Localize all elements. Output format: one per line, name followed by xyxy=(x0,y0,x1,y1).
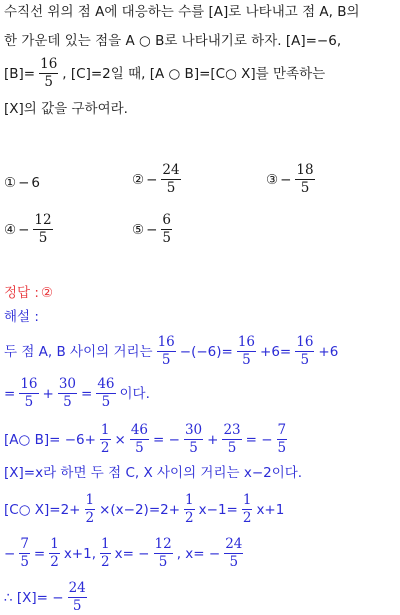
choice-sign: − xyxy=(18,175,30,191)
numerator: 7 xyxy=(277,422,287,438)
solution-math: +6 xyxy=(318,343,339,360)
solution-math: = xyxy=(81,385,93,402)
denominator: 5 xyxy=(135,440,144,456)
numerator: 24 xyxy=(68,580,86,596)
denominator: 2 xyxy=(100,440,110,456)
solution-math: , x= − xyxy=(176,545,221,562)
numerator: 30 xyxy=(184,422,203,438)
numerator: 46 xyxy=(97,376,115,392)
problem-line-3 xyxy=(4,56,325,91)
solution-math: + xyxy=(207,431,219,448)
numerator: 18 xyxy=(296,162,314,178)
numerator: 1 xyxy=(185,492,194,508)
numerator: 16 xyxy=(157,334,175,350)
denominator: 5 xyxy=(63,394,72,410)
answer-line xyxy=(4,284,53,302)
choice-sign: − xyxy=(146,171,158,188)
numerator: 7 xyxy=(20,536,29,552)
fraction-46-5 xyxy=(130,422,149,457)
choice-2[interactable] xyxy=(132,162,183,197)
choice-fraction xyxy=(161,212,172,247)
solution-math: −(−6)= xyxy=(179,343,233,360)
denominator: 5 xyxy=(161,352,171,368)
numerator: 24 xyxy=(162,162,180,178)
solution-text: 이다. xyxy=(119,385,150,402)
numerator: 1 xyxy=(50,536,59,552)
solution-math: ∴ [X]= − xyxy=(4,589,64,606)
choice-mark: ④ xyxy=(4,221,17,238)
choice-sign: − xyxy=(280,171,292,188)
fraction-30-5 xyxy=(58,376,77,411)
denominator: 5 xyxy=(229,554,239,570)
fraction-24-5 xyxy=(224,536,243,571)
solution-conclusion xyxy=(4,580,89,615)
denominator: 5 xyxy=(242,352,251,368)
choice-3[interactable] xyxy=(266,162,317,197)
choice-fraction xyxy=(33,212,52,247)
denominator: 2 xyxy=(50,554,59,570)
choice-sign: − xyxy=(18,221,30,238)
problem-line-3-start: [B]= xyxy=(4,65,36,82)
solution-math: = − xyxy=(153,431,180,448)
denominator: 5 xyxy=(158,554,168,570)
denominator: 5 xyxy=(277,440,287,456)
solution-math: ×(x−2)=2+ xyxy=(99,501,181,518)
choice-mark: ⑤ xyxy=(132,221,145,238)
fraction-16-5 xyxy=(157,334,176,369)
numerator: 16 xyxy=(40,56,58,72)
solution-math: × xyxy=(114,431,126,448)
fraction-1-2 xyxy=(85,492,96,527)
numerator: 12 xyxy=(154,536,172,552)
denominator: 5 xyxy=(227,440,237,456)
denominator: 2 xyxy=(242,510,252,526)
numerator: 1 xyxy=(242,492,252,508)
fraction-7-5 xyxy=(277,422,288,457)
choice-mark: ① xyxy=(4,175,17,191)
numerator: 1 xyxy=(100,422,110,438)
fraction-16-5 xyxy=(39,56,58,91)
fraction-30-5 xyxy=(184,422,203,457)
choice-1[interactable] xyxy=(4,174,40,192)
fraction-1-2 xyxy=(242,492,253,527)
denominator: 5 xyxy=(20,554,29,570)
denominator: 2 xyxy=(185,510,194,526)
choice-fraction xyxy=(161,162,180,197)
numerator: 16 xyxy=(20,376,38,392)
fraction-16-5 xyxy=(295,334,314,369)
denominator: 5 xyxy=(162,230,172,246)
denominator: 5 xyxy=(38,230,48,246)
solution-math: x−1= xyxy=(198,501,238,518)
denominator: 5 xyxy=(101,394,111,410)
solution-line-4: [X]=x라 하면 두 점 C, X 사이의 거리는 x−2이다. xyxy=(4,465,303,481)
numerator: 6 xyxy=(162,212,172,228)
solution-math: = − xyxy=(245,431,273,448)
denominator: 5 xyxy=(72,598,82,614)
numerator: 1 xyxy=(101,536,110,552)
solution-line-5 xyxy=(4,492,284,527)
denominator: 2 xyxy=(85,510,95,526)
solution-math: x+1 xyxy=(256,501,285,518)
problem-line-3-end: , [C]=2일 때, [A ○ B]=[C○ X]를 만족하는 xyxy=(62,65,326,82)
fraction-23-5 xyxy=(222,422,241,457)
problem-line-4: [X]의 값을 구하여라. xyxy=(4,101,128,117)
solution-math: + xyxy=(42,385,54,402)
solution-math: [A○ B]= −6+ xyxy=(4,431,96,448)
numerator: 16 xyxy=(237,334,256,350)
denominator: 5 xyxy=(44,74,53,90)
problem-line-1: 수직선 위의 점 A에 대응하는 수를 [A]로 나타내고 점 A, B의 xyxy=(4,4,360,20)
numerator: 12 xyxy=(34,212,52,228)
denominator: 5 xyxy=(189,440,198,456)
fraction-1-2 xyxy=(100,422,111,457)
choice-5[interactable] xyxy=(132,212,174,247)
fraction-16-5 xyxy=(237,334,256,369)
denominator: 5 xyxy=(300,180,310,196)
numerator: 23 xyxy=(223,422,241,438)
solution-math: [C○ X]=2+ xyxy=(4,501,81,518)
denominator: 5 xyxy=(24,394,34,410)
denominator: 5 xyxy=(166,180,176,196)
choice-value: 6 xyxy=(31,175,41,191)
fraction-24-5 xyxy=(68,580,87,615)
numerator: 30 xyxy=(58,376,76,392)
choice-fraction xyxy=(295,162,314,197)
solution-line-6 xyxy=(4,536,245,571)
solution-math: − xyxy=(4,545,16,562)
solution-line-2 xyxy=(4,376,150,411)
numerator: 24 xyxy=(225,536,243,552)
solution-math: +6= xyxy=(260,343,292,360)
fraction-7-5 xyxy=(19,536,30,571)
fraction-1-2 xyxy=(184,492,195,527)
solution-math: = xyxy=(4,385,16,402)
fraction-12-5 xyxy=(154,536,173,571)
fraction-1-2 xyxy=(49,536,60,571)
answer-label: 정답 : xyxy=(4,285,39,301)
solution-line-1 xyxy=(4,334,338,369)
choice-4[interactable] xyxy=(4,212,55,247)
choice-mark: ③ xyxy=(266,171,279,188)
fraction-46-5 xyxy=(96,376,115,411)
numerator: 16 xyxy=(296,334,314,350)
denominator: 2 xyxy=(101,554,110,570)
solution-math: x= − xyxy=(114,545,150,562)
answer-value: ② xyxy=(40,285,54,301)
solution-line-3 xyxy=(4,422,289,457)
fraction-1-2 xyxy=(100,536,111,571)
denominator: 5 xyxy=(300,352,310,368)
solution-math: = xyxy=(33,545,46,562)
problem-line-2: 한 가운데 있는 점을 A ○ B로 나타내기로 하자. [A]=−6, xyxy=(4,33,342,49)
fraction-16-5 xyxy=(19,376,38,411)
choice-mark: ② xyxy=(132,171,145,188)
numerator: 46 xyxy=(130,422,149,438)
solution-text: 두 점 A, B 사이의 거리는 xyxy=(4,343,153,360)
solution-label: 해설 : xyxy=(4,309,39,325)
choice-sign: − xyxy=(146,221,158,238)
numerator: 1 xyxy=(85,492,95,508)
solution-math: x+1, xyxy=(63,545,96,562)
